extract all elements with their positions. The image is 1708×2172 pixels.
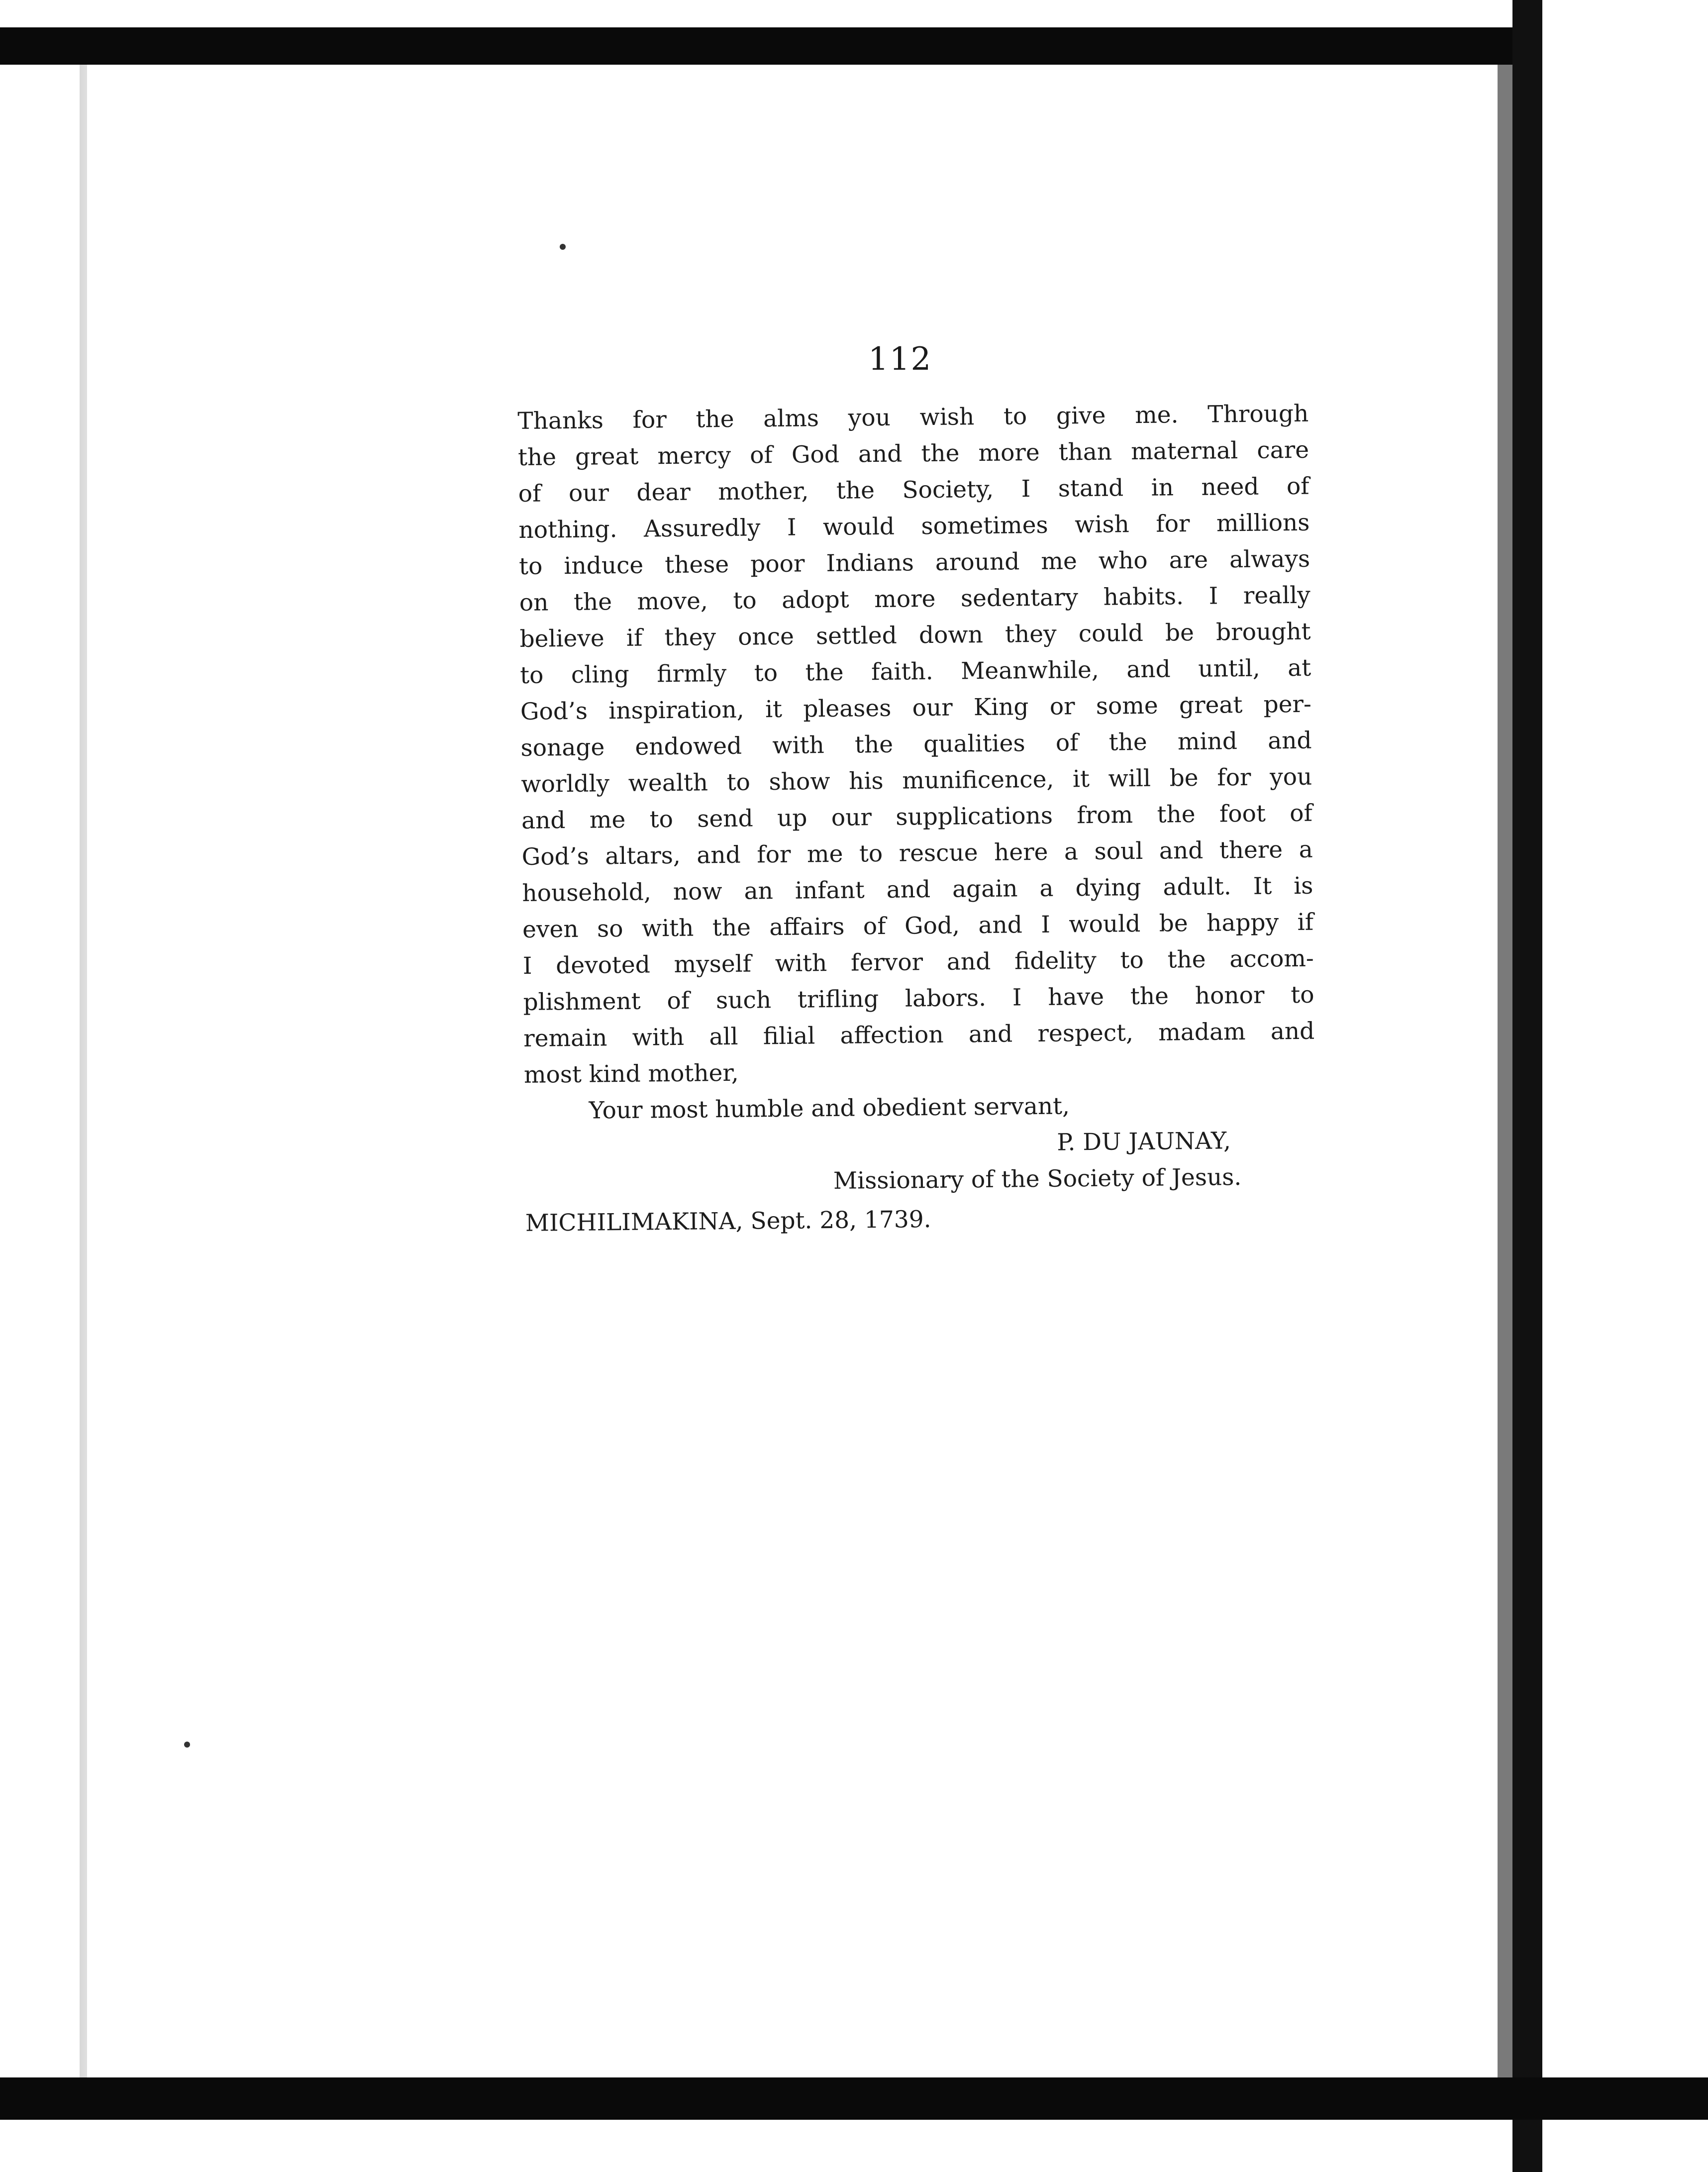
signature-title: Missionary of the Society of Jesus.: [833, 1163, 1242, 1195]
body-line: household, now an infant and again a dying adult. It is: [522, 872, 1313, 907]
letter-text: [517, 396, 1316, 1241]
body-line: believe if they once settled down they could be brought: [519, 618, 1311, 653]
place-name: MICHILIMAKINA: [525, 1207, 736, 1237]
body-line: God’s inspiration, it pleases our King or some great per-: [520, 690, 1312, 725]
body-line: even so with the affairs of God, and I would be happy if: [522, 908, 1314, 943]
body-line: on the move, to adopt more sedentary habits. I really: [519, 581, 1311, 617]
body-line: and me to send up our supplications from the foot of: [521, 799, 1313, 834]
page-number: 112: [868, 341, 932, 378]
body-line: I devoted myself with fervor and fidelity to the accom-: [522, 944, 1314, 980]
body-line: God’s altars, and for me to rescue here a soul and there a: [521, 835, 1313, 871]
dust-speck: [184, 1742, 190, 1748]
body-line: Thanks for the alms you wish to give me. Through: [517, 400, 1309, 435]
right-film-border: [1512, 0, 1542, 2172]
body-line: to cling firmly to the faith. Meanwhile, and until, at: [519, 654, 1311, 689]
body-line: the great mercy of God and the more than maternal care: [517, 436, 1309, 471]
signature-name: P. DU JAUNAY,: [1057, 1127, 1231, 1156]
place-date-line: [525, 1198, 1316, 1241]
right-margin: [1542, 0, 1708, 2172]
body-line: to induce these poor Indians around me who are always: [518, 545, 1310, 580]
letter-date: , Sept. 28, 1739.: [735, 1206, 931, 1235]
body-line: of our dear mother, the Society, I stand in need of: [518, 472, 1309, 508]
body-line: worldly wealth to show his munificence, it will be for you: [521, 763, 1312, 798]
body-line: remain with all filial affection and respect, madam and: [523, 1017, 1315, 1052]
page-gutter-shadow: [1498, 65, 1512, 2077]
dust-speck: [560, 244, 566, 250]
bottom-film-border: [0, 2077, 1708, 2120]
top-film-border: [0, 27, 1708, 65]
body-line: plishment of such trifling labors. I have the honor to: [523, 981, 1314, 1016]
body-line: sonage endowed with the qualities of the mind and: [520, 726, 1312, 762]
body-line: nothing. Assuredly I would sometimes wish for millions: [518, 509, 1310, 544]
body-line: most kind mother,: [523, 1059, 739, 1089]
closing-salutation: Your most humble and obedient servant,: [589, 1092, 1070, 1125]
